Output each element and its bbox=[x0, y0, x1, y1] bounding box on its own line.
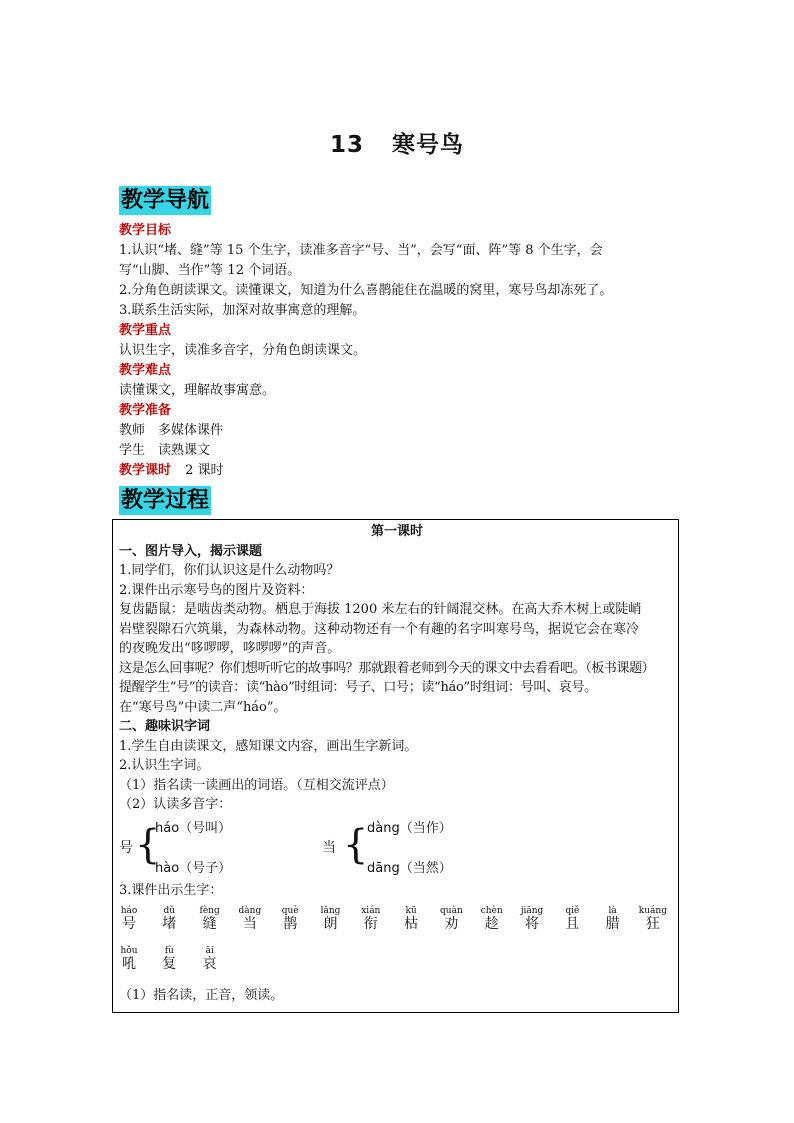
poly-char-hao: 号 bbox=[119, 839, 133, 856]
character-item bbox=[151, 906, 187, 932]
polyphonic-diagram bbox=[119, 817, 675, 879]
text-line: （1）指名读一读画出的词语。（互相交流评点） bbox=[119, 777, 394, 793]
text-line: 2.课件出示寒号鸟的图片及资料： bbox=[119, 582, 314, 598]
poly-reading: háo（号叫） bbox=[155, 820, 232, 836]
lesson-title: 寒号鸟 bbox=[392, 132, 464, 158]
character-item bbox=[635, 906, 671, 932]
character-item bbox=[514, 906, 550, 932]
hanzi: 当 bbox=[242, 916, 257, 932]
pinyin: quàn bbox=[440, 906, 463, 916]
goal-line: 3.联系生活实际，加深对故事寓意的理解。 bbox=[119, 303, 366, 318]
text-line: 3.课件出示生字： bbox=[119, 882, 223, 898]
prep-label: 教学准备 bbox=[119, 403, 172, 418]
character-item bbox=[192, 906, 228, 932]
goal-line: 写“山脚、当作”等 12 个词语。 bbox=[119, 263, 301, 278]
goal-line: 1.认识“堵、缝”等 15 个生字，读准多音字“号、当”，会写“面、阵”等 8 个生字，会 bbox=[119, 243, 603, 258]
text-line: 1.同学们，你们认识这是什么动物吗？ bbox=[119, 563, 340, 578]
hanzi: 劝 bbox=[444, 916, 459, 932]
section-heading: 一、图片导入，揭示课题 bbox=[119, 543, 263, 559]
brace-icon: { bbox=[135, 821, 161, 868]
pinyin: kū bbox=[405, 906, 417, 916]
hanzi: 缝 bbox=[202, 916, 217, 932]
pinyin: xián bbox=[361, 906, 381, 916]
hanzi: 哀 bbox=[202, 956, 217, 972]
page-title bbox=[0, 126, 794, 159]
poly-char-dang: 当 bbox=[322, 839, 336, 856]
pinyin: āi bbox=[205, 946, 214, 956]
difficulty-label: 教学难点 bbox=[119, 363, 172, 378]
character-grid bbox=[119, 906, 675, 986]
pinyin: kuáng bbox=[638, 906, 667, 916]
section-heading: 二、趣味识字词 bbox=[119, 719, 211, 734]
lesson-box bbox=[112, 519, 679, 1013]
hanzi: 且 bbox=[565, 916, 580, 932]
key-points-text: 认识生字，读准多音字，分角色朗读课文。 bbox=[119, 343, 367, 358]
character-item bbox=[595, 906, 631, 932]
pinyin: là bbox=[608, 906, 617, 916]
character-item bbox=[111, 946, 147, 972]
pinyin: háo bbox=[120, 906, 138, 916]
text-line: 2.认识生字词。 bbox=[119, 758, 210, 773]
text-line: 复齿鼯鼠：是啮齿类动物。栖息于海拔 1200 米左右的针阔混交林。在高大乔木树上或陡峭 bbox=[119, 602, 642, 617]
prep-teacher: 教师 多媒体课件 bbox=[119, 423, 224, 438]
character-item bbox=[474, 906, 510, 932]
hanzi: 将 bbox=[525, 916, 539, 932]
hanzi: 复 bbox=[162, 956, 177, 972]
character-item bbox=[272, 906, 308, 932]
pinyin: dàng bbox=[238, 906, 262, 916]
text-line: 在“寒号鸟”中读二声“háo”。 bbox=[119, 699, 287, 715]
goal-line: 2.分角色朗读课文。读懂课文，知道为什么喜鹊能住在温暖的窝里，寒号鸟却冻死了。 bbox=[119, 283, 613, 298]
character-item bbox=[192, 946, 228, 972]
hanzi: 衔 bbox=[363, 916, 378, 932]
pinyin: lǎng bbox=[320, 906, 341, 916]
character-item bbox=[111, 906, 147, 932]
hours-row bbox=[119, 461, 679, 481]
goals-label: 教学目标 bbox=[119, 223, 172, 238]
process-heading: 教学过程 bbox=[121, 488, 210, 513]
character-item bbox=[313, 906, 349, 932]
character-item bbox=[232, 906, 268, 932]
hours-value: 2 课时 bbox=[185, 463, 224, 478]
pinyin: dǔ bbox=[163, 906, 176, 916]
poly-reading: dāng（当然） bbox=[367, 860, 452, 876]
poly-reading: dàng（当作） bbox=[367, 820, 452, 836]
text-line: 这是怎么回事呢？你们想听听它的故事吗？那就跟着老师到今天的课文中去看看吧。（板书课题） bbox=[119, 660, 655, 676]
hanzi: 吼 bbox=[122, 956, 136, 972]
pinyin: què bbox=[281, 906, 299, 916]
hanzi: 腊 bbox=[605, 916, 620, 932]
character-item bbox=[393, 906, 429, 932]
key-points-label: 教学重点 bbox=[119, 323, 172, 338]
difficulty-text: 读懂课文，理解故事寓意。 bbox=[119, 383, 276, 398]
character-item bbox=[353, 906, 389, 932]
hanzi: 朗 bbox=[323, 916, 338, 932]
pinyin: fù bbox=[164, 946, 174, 956]
pinyin: hǒu bbox=[120, 946, 138, 956]
hanzi: 堵 bbox=[162, 916, 177, 932]
text-line: （1）指名读，正音，领读。 bbox=[119, 988, 284, 1003]
hanzi: 狂 bbox=[645, 916, 660, 932]
character-item bbox=[554, 906, 590, 932]
text-line: 提醒学生“号”的读音：读“hào”时组词：号子、口号；读“háo”时组词：号叫、哀号。 bbox=[119, 680, 597, 695]
text-line: 1.学生自由读课文，感知课文内容，画出生字新词。 bbox=[119, 738, 418, 754]
pinyin: jiāng bbox=[520, 906, 544, 916]
text-line: 岩壁裂隙石穴筑巢，为森林动物。这种动物还有一个有趣的名字叫寒号鸟，据说它会在寒冷 bbox=[119, 621, 640, 637]
lesson-title: 第一课时 bbox=[370, 524, 423, 539]
pinyin: chèn bbox=[480, 906, 503, 916]
pinyin: fèng bbox=[199, 906, 220, 916]
brace-icon: { bbox=[343, 821, 369, 868]
hours-label: 教学课时 bbox=[119, 463, 172, 478]
poly-reading: hào（号子） bbox=[155, 860, 232, 876]
text-line: 的夜晚发出“哆啰啰，哆啰啰”的声音。 bbox=[119, 641, 341, 656]
hanzi: 鹊 bbox=[283, 916, 298, 932]
hanzi: 号 bbox=[122, 916, 136, 932]
lesson-number: 13 bbox=[329, 132, 364, 158]
text-line: （2）认读多音字： bbox=[119, 797, 232, 812]
nav-heading: 教学导航 bbox=[121, 188, 210, 213]
prep-student: 学生 读熟课文 bbox=[119, 443, 211, 458]
character-item bbox=[151, 946, 187, 972]
hanzi: 趁 bbox=[484, 916, 499, 932]
teaching-nav-section bbox=[119, 221, 679, 481]
pinyin: qiě bbox=[565, 906, 580, 916]
character-item bbox=[433, 906, 469, 932]
hanzi: 枯 bbox=[404, 916, 419, 932]
